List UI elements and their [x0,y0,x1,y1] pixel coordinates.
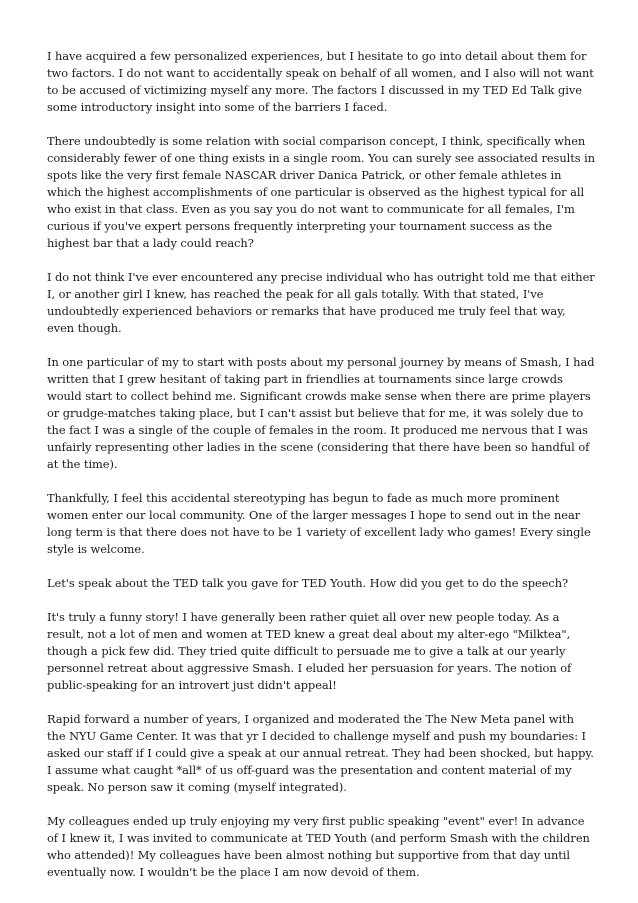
paragraph: My colleagues ended up truly enjoying my very first public speaking "event" ever! In advance of I knew it, I was invited to communicate at TED Youth (and perform Smash with the children who attended)! My colleagues have been almost nothing but supportive from that day until eventually now. I wouldn't be the place I am now devoid of them. [47,814,590,879]
paragraph: I do not think I've ever encountered any precise individual who has outright told me that either I, or another girl I knew, has reached the peak for all gals totally. With that stated, I've undoubtedly experienced behaviors or remarks that have produced me truly feel that way, even though. [47,270,595,335]
paragraph: I have acquired a few personalized experiences, but I hesitate to go into detail about them for two factors. I do not want to accidentally speak on behalf of all women, and I also will not want to be accused of victimizing myself any more. The factors I discussed in my TED Ed Talk give some introductory insight into some of the barriers I faced. [47,49,594,114]
document-body [47,48,595,898]
paragraph: Thankfully, I feel this accidental stereotyping has begun to fade as much more prominent women enter our local community. One of the larger messages I hope to send out in the near long term is that there does not have to be 1 variety of excellent lady who games! Every single style is welcome. [47,491,591,556]
paragraph: Let's speak about the TED talk you gave for TED Youth. How did you get to do the speech? [47,576,569,590]
paragraph: Rapid forward a number of years, I organized and moderated the The New Meta panel with the NYU Game Center. It was that yr I decided to challenge myself and push my boundaries: I asked our staff if I could give a speak at our annual retreat. They had been shocked, but happy. I assume what caught *all* of us off-guard was the presentation and content material of my speak. No person saw it coming (myself integrated). [47,712,594,794]
paragraph: In one particular of my to start with posts about my personal journey by means of Smash, I had written that I grew hesitant of taking part in friendlies at tournaments since large crowds would start to collect behind me. Significant crowds make sense when there are prime players or grudge-matches taking place, but I can't assist but believe that for me, it was solely due to the fact I was a single of the couple of females in the room. It produced me nervous that I was unfairly representing other ladies in the scene (considering that there have been so handful of at the time). [47,355,595,471]
paragraph: There undoubtedly is some relation with social comparison concept, I think, specifically when considerably fewer of one thing exists in a single room. You can surely see associated results in spots like the very first female NASCAR driver Danica Patrick, or other female athletes in which the highest accomplishments of one particular is observed as the highest typical for all who exist in that class. Even as you say you do not want to communicate for all females, I'm curious if you've expert persons frequently interpreting your tournament success as the highest bar that a lady could reach? [47,134,595,250]
paragraph: It's truly a funny story! I have generally been rather quiet all over new people today. As a result, not a lot of men and women at TED knew a great deal about my alter-ego "Milktea", though a pick few did. They tried quite difficult to persuade me to give a talk at our yearly personnel retreat about aggressive Smash. I eluded her persuasion for years. The notion of public-speaking for an introvert just didn't appeal! [47,610,572,692]
